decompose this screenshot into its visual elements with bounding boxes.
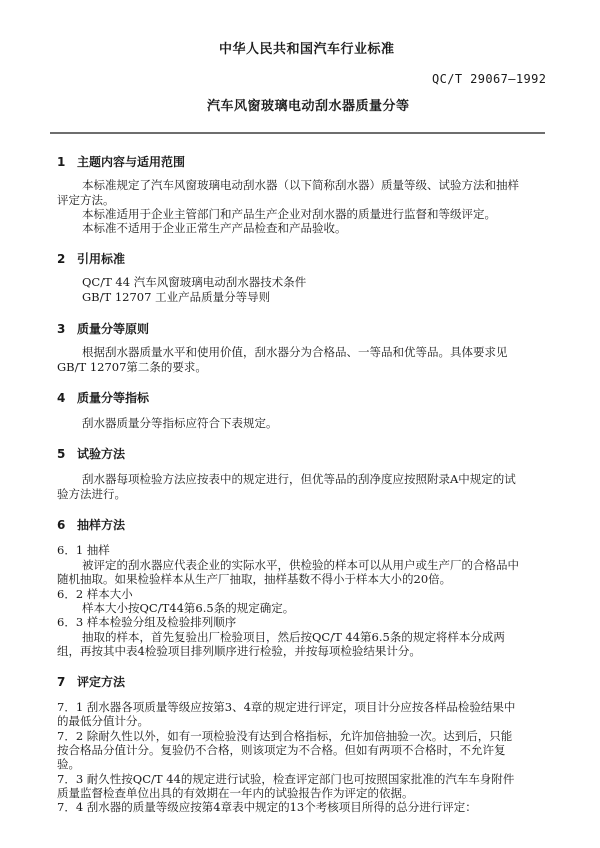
- paragraph-line: 评定方法。: [57, 193, 115, 207]
- paragraph-line: 本标准不适用于企业正常生产产品检查和产品验收。: [82, 221, 347, 235]
- section-title: 引用标准: [77, 252, 126, 266]
- paragraph-line: 样本大小按QC/T44第6.5条的规定确定。: [82, 601, 295, 615]
- section-number: 6: [57, 518, 66, 532]
- standard-code: QC/T 29067—1992: [432, 72, 547, 86]
- section-number: 5: [57, 447, 66, 461]
- section-title: 评定方法: [77, 675, 126, 689]
- section-number: 2: [57, 252, 66, 266]
- paragraph-line: 7．4 刮水器的质量等级应按第4章表中规定的13个考核项目所得的总分进行评定：: [57, 800, 477, 814]
- section-2-heading: [57, 250, 125, 267]
- paragraph-line: 刮水器质量分等指标应符合下表规定。: [82, 416, 278, 430]
- paragraph-line: 本标准规定了汽车风窗玻璃电动刮水器（以下简称刮水器）质量等级、试验方法和抽样: [82, 178, 519, 192]
- paragraph-line: 验。: [57, 757, 80, 771]
- paragraph-line: 组，再按其中表4检验项目排列顺序进行检验，并按每项检验结果计分。: [57, 644, 421, 658]
- section-title: 质量分等指标: [77, 391, 150, 405]
- section-title: 主题内容与适用范围: [77, 155, 186, 169]
- paragraph-line: 随机抽取。如果检验样本从生产厂抽取，抽样基数不得小于样本大小的20倍。: [57, 572, 452, 586]
- section-5-heading: [57, 445, 125, 462]
- subsection-heading: 6．2 样本大小: [57, 587, 133, 601]
- paragraph-line: 根据刮水器质量水平和使用价值，刮水器分为合格品、一等品和优等品。具体要求见: [82, 345, 508, 359]
- document-title: 汽车风窗玻璃电动刮水器质量分等: [207, 99, 410, 114]
- section-title: 抽样方法: [77, 518, 126, 532]
- paragraph-line: 7．3 耐久性按QC/T 44的规定进行试验，检查评定部门也可按照国家批准的汽车车身附件: [57, 772, 515, 786]
- reference-standard: GB/T 12707 工业产品质量分等导则: [82, 290, 271, 304]
- reference-standard: QC/T 44 汽车风窗玻璃电动刮水器技术条件: [82, 275, 307, 289]
- issuing-organization: 中华人民共和国汽车行业标准: [219, 42, 395, 57]
- section-number: 7: [57, 675, 66, 689]
- section-6-heading: [57, 516, 125, 533]
- paragraph-line: 按合格品分值计分。复验仍不合格，则该项定为不合格。但如有两项不合格时，不允许复: [57, 743, 506, 757]
- section-1-heading: [57, 153, 185, 170]
- section-title: 试验方法: [77, 447, 126, 461]
- header-divider: [50, 132, 545, 134]
- paragraph-line: 7．2 除耐久性以外，如有一项检验没有达到合格指标，允许加倍抽验一次。达到后，只能: [57, 729, 513, 743]
- section-7-heading: [57, 673, 125, 690]
- section-title: 质量分等原则: [77, 322, 150, 336]
- paragraph-line: 本标准适用于企业主管部门和产品生产企业对刮水器的质量进行监督和等级评定。: [82, 207, 496, 221]
- section-number: 3: [57, 322, 66, 336]
- paragraph-line: 刮水器每项检验方法应按表中的规定进行，但优等品的刮净度应按照附录A中规定的试: [82, 472, 516, 486]
- section-4-heading: [57, 389, 149, 406]
- paragraph-line: GB/T 12707第二条的要求。: [57, 360, 207, 374]
- subsection-heading: 6．1 抽样: [57, 543, 110, 557]
- paragraph-line: 抽取的样本，首先复验出厂检验项目，然后按QC/T 44第6.5条的规定将样本分成两: [82, 630, 505, 644]
- paragraph-line: 的最低分值计分。: [57, 714, 149, 728]
- paragraph-line: 验方法进行。: [57, 487, 126, 501]
- section-number: 1: [57, 155, 66, 169]
- paragraph-line: 被评定的刮水器应代表企业的实际水平，供检验的样本可以从用户或生产厂的合格品中: [82, 558, 519, 572]
- paragraph-line: 7．1 刮水器各项质量等级应按第3、4章的规定进行评定，项目计分应按各样品检验结果中: [57, 700, 516, 714]
- section-number: 4: [57, 391, 66, 405]
- section-3-heading: [57, 320, 149, 337]
- paragraph-line: 质量监督检查单位出具的有效期在一年内的试验报告作为评定的依据。: [57, 786, 414, 800]
- subsection-heading: 6．3 样本检验分组及检验排列顺序: [57, 615, 237, 629]
